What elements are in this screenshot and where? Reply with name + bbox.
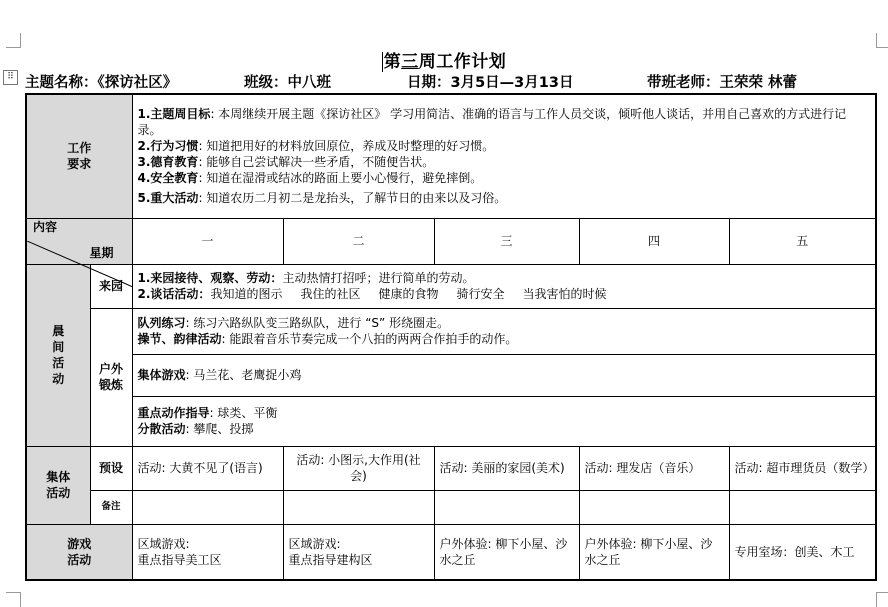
diagonal-line [27, 241, 133, 287]
theme-info: 主题名称：《探访社区》 [25, 75, 178, 91]
requirement-habit: 2.行为习惯: 知道把用好的材料放回原位，养成及时整理的好习惯。 [137, 139, 495, 154]
requirement-event: 5.重大活动: 知道农历二月初二是龙抬头，了解节日的由来以及习俗。 [137, 191, 507, 206]
preset-friday[interactable]: 活动: 超市理货员（数学） [729, 446, 876, 490]
day-friday: 五 [729, 218, 876, 264]
preset-thursday[interactable]: 活动: 理发店（音乐） [579, 446, 729, 490]
preset-tuesday[interactable]: 活动: 小图示,大作用(社会) [283, 446, 434, 490]
outdoor-exercise-label: 户外 锻炼 [90, 308, 132, 446]
outdoor-queue-content[interactable]: 队列练习: 练习六路纵队变三路纵队，进行 “S” 形绕圈走。 操节、韵律活动: 能跟着音乐节奏完成一个八拍的两两合作拍手的动作。 [132, 308, 876, 354]
text-cursor [382, 52, 383, 72]
page-title: 第三周工作计划 [383, 52, 507, 72]
week-label: 星期 [89, 246, 114, 260]
game-activity-label: 游戏 活动 [26, 524, 132, 580]
day-tuesday: 二 [283, 218, 434, 264]
week-number[interactable]: 三 [401, 52, 419, 72]
arrival-content[interactable]: 1.来园接待、观察、劳动：主动热情打招呼；进行简单的劳动。 2.谈话活动：我知道的图示 我住的社区 健康的食物 骑行安全 当我害怕的时候 [132, 264, 876, 308]
preset-wednesday[interactable]: 活动: 美丽的家园(美术) [434, 446, 579, 490]
note-friday[interactable] [729, 490, 876, 524]
note-thursday[interactable] [579, 490, 729, 524]
arrival-label: 来园 [90, 264, 132, 308]
note-label: 备注 [90, 490, 132, 524]
game-wednesday[interactable]: 户外体验: 柳下小屋、沙 水之丘 [434, 524, 579, 580]
teacher-info: 带班老师：王荣荣 林蕾 [647, 75, 798, 91]
work-requirements-label: 工作 要求 [26, 94, 132, 218]
weekday-diagonal-header [26, 218, 132, 264]
morning-activity-label: 晨 间 活 动 [26, 264, 90, 446]
work-requirements-content[interactable] [132, 94, 876, 218]
content-label: 内容 [33, 220, 58, 234]
preset-label: 预设 [90, 446, 132, 490]
page-corner-bottom-right [876, 592, 888, 607]
class-info: 班级：中八班 [244, 75, 331, 91]
plan-meta [25, 71, 875, 91]
game-friday[interactable]: 专用室场：创美、木工 [729, 524, 876, 580]
game-thursday[interactable]: 户外体验: 柳下小屋、沙 水之丘 [579, 524, 729, 580]
note-wednesday[interactable] [434, 490, 579, 524]
note-monday[interactable] [132, 490, 283, 524]
day-thursday: 四 [579, 218, 729, 264]
outdoor-group-game-content[interactable]: 集体游戏: 马兰花、老鹰捉小鸡 [132, 354, 876, 396]
game-monday[interactable]: 区域游戏: 重点指导美工区 [132, 524, 283, 580]
requirement-moral: 3.德育教育: 能够自己尝试解决一些矛盾，不随便告状。 [137, 155, 435, 170]
outdoor-key-guidance-content[interactable]: 重点动作指导: 球类、平衡 分散活动: 攀爬、投掷 [132, 396, 876, 446]
date-info: 日期：3月5日—3月13日 [407, 75, 574, 91]
day-wednesday: 三 [434, 218, 579, 264]
preset-monday[interactable]: 活动: 大黄不见了(语言) [132, 446, 283, 490]
table-move-handle-icon[interactable]: ⠿ [3, 70, 18, 85]
requirement-goal: 1.主题周目标: 本周继续开展主题《探访社区》 学习用简洁、准确的语言与工作人员交谈，倾听他人谈话，并用自己喜欢的方式进行记录。 [137, 107, 847, 138]
day-monday: 一 [132, 218, 283, 264]
requirement-safety: 4.安全教育: 知道在湿滑或结冰的路面上要小心慢行，避免摔倒。 [137, 171, 483, 186]
game-tuesday[interactable]: 区域游戏: 重点指导建构区 [283, 524, 434, 580]
group-activity-label: 集体 活动 [26, 446, 90, 524]
page-corner-bottom-left [6, 592, 21, 607]
page-corner-top-right [876, 33, 888, 48]
page-corner-top-left [6, 33, 21, 48]
note-tuesday[interactable] [283, 490, 434, 524]
weekly-plan-table [25, 93, 877, 581]
